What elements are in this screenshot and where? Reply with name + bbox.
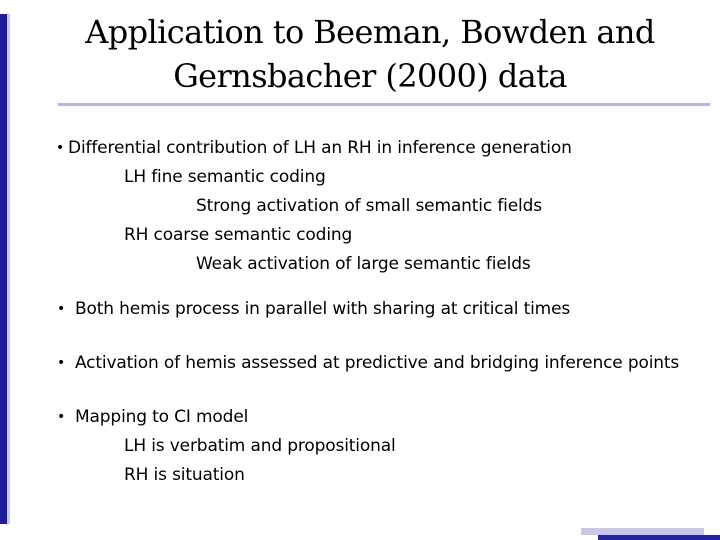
bullet-1-sub-1: LH fine semantic coding [124, 167, 326, 187]
title-line-1: Application to Beeman, Bowden and [85, 13, 655, 51]
bullet-2-text: Both hemis process in parallel with sharing at critical times [75, 299, 571, 319]
bullet-4-text: Mapping to CI model [75, 407, 249, 427]
corner-accent-dark [598, 535, 720, 540]
bullet-4-sub-2: RH is situation [124, 465, 245, 485]
bullet-2-marker: • [57, 301, 66, 317]
bullet-1-marker: • [56, 140, 65, 156]
bullet-1-text: Differential contribution of LH an RH in inference generation [68, 138, 572, 158]
bullet-1-sub-2-detail: Weak activation of large semantic fields [196, 254, 531, 274]
bullet-3-marker: • [57, 355, 66, 371]
bullet-3-text: Activation of hemis assessed at predictive and bridging inference points [75, 353, 680, 373]
corner-accent-light [581, 528, 704, 535]
bullet-4-marker: • [57, 409, 66, 425]
title-line-2: Gernsbacher (2000) data [173, 57, 567, 95]
bullet-1-sub-2: RH coarse semantic coding [124, 225, 353, 245]
bullet-1-sub-1-detail: Strong activation of small semantic fields [196, 196, 542, 216]
bullet-4-sub-1: LH is verbatim and propositional [124, 436, 396, 456]
